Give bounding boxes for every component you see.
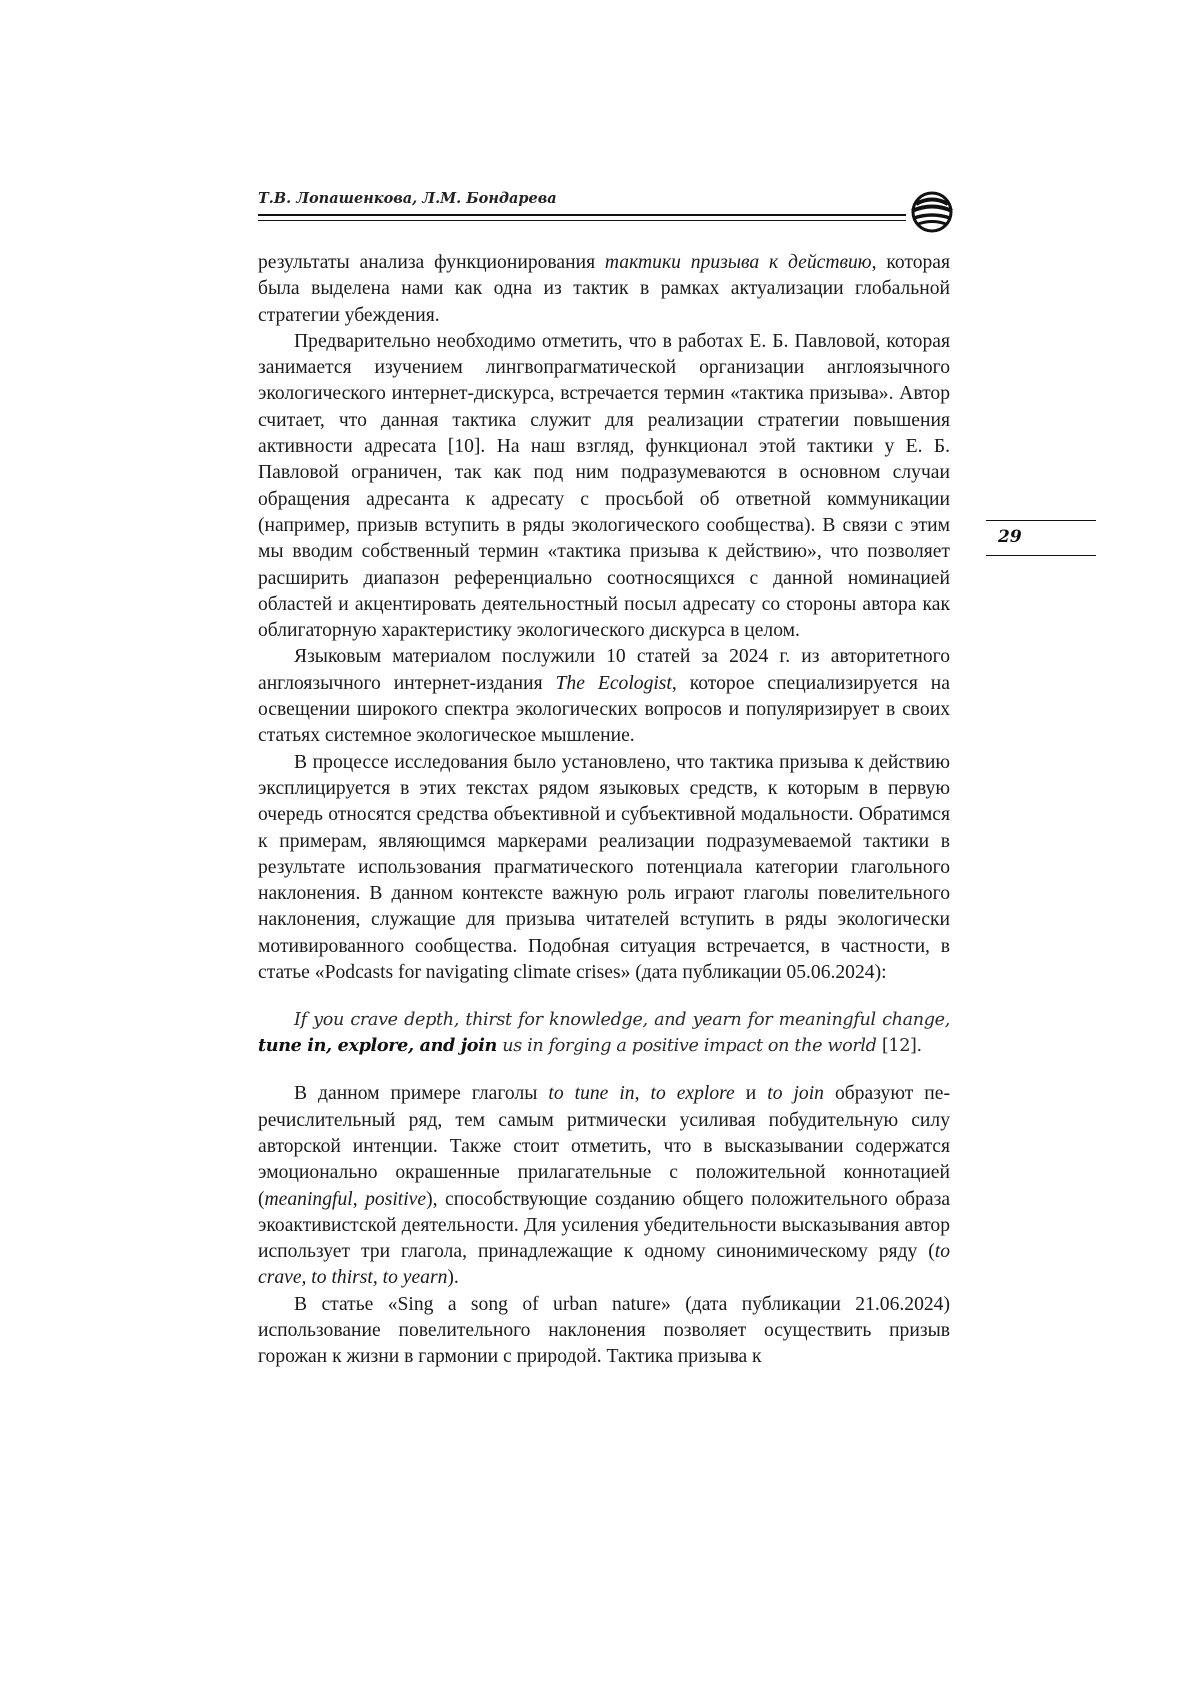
paragraph-1: результаты анализа функционирования тактики призыва к действию, которая была выделена нами как одна из тактик в рамках актуализации глобальной стратегии убеждения.	[258, 252, 950, 326]
page-number-box	[986, 520, 1096, 556]
article-body	[258, 250, 950, 1371]
block-quote: If you crave depth, thirst for knowledge, and yearn for meaningful change, tune in, explore, and join us in forging a positive impact on the world [12].	[258, 1010, 950, 1057]
page-number: 29	[998, 527, 1022, 547]
header-rule-thick	[258, 214, 906, 216]
paragraph-4: В процессе исследования было установлено, что тактика призыва к действию эксплицируется в этих текстах рядом языковых средств, к которым в первую очередь относятся средства объективной и субъективной модальности. Обратимся к примерам, являющимся маркерами реализации подразумеваемой тактики в результате использования прагматического потенциала категории глагольного наклонения. В данном контексте важную роль играют глаголы повелительного наклонения, служащие для призыва читателей вступить в ряды экологически мотивированного сообщества. Подобная ситуация встречается, в частности, в статье «Podcasts for navigating climate crises» (дата публикации 05.06.2024):	[258, 751, 950, 984]
header-rule-thin	[258, 220, 906, 221]
quote-reference: [12].	[881, 1036, 922, 1057]
paragraph-6: В статье «Sing a song of urban nature» (дата публикации 21.06.2024) использование повелительного наклонения позволяет осуществить призыв горожан к жизни в гармонии с природой. Тактика призыва к	[258, 1293, 950, 1368]
journal-logo-icon	[907, 190, 957, 234]
paragraph-5: В данном примере глаголы to tune in, to explore и to join образуют перечислительный ряд, тем самым ритмически усиливая побудительную силу авторской интенции. Также стоит отметить, что в высказывании содержатся эмоционально окрашенные прилагательные с положительной коннотацией (meaningful, positive), способствующие созданию общего положительного образа экоактивистской деятельности. Для усиления убедительности высказывания автор использует три глагола, принадлежащие к одному синонимическому ряду (to crave, to thirst, to yearn).	[258, 1083, 951, 1289]
running-header-authors: Т.В. Лопашенкова, Л.М. Бондарева	[258, 190, 557, 207]
paragraph-2: Предварительно необходимо отметить, что в работах Е. Б. Павловой, которая занимается изучением лингвопрагматической организации англоязычного экологического интернет-дискурса, встречается термин «тактика призыва». Автор считает, что данная тактика служит для реализации стратегии повышения активности адресата [10]. На наш взгляд, функционал этой тактики у Е. Б. Павловой ограничен, так как под ним подразумеваются в основном случаи обращения адресанта к адресату с просьбой об ответной коммуникации (например, призыв вступить в ряды экологического сообщества). В связи с этим мы вводим собственный термин «тактика призыва к действию», что позволяет расширить диапазон референциально соотносящихся с данной номинацией областей и акцентировать деятельностный посыл адресату со стороны автора как облигаторную характеристику экологического дискурса в целом.	[258, 330, 950, 642]
paragraph-3: Языковым материалом послужили 10 статей за 2024 г. из авторитетного англоязычного интернет-издания The Ecologist, которое специализируется на освещении широкого спектра экологических вопросов и популяризирует в своих статьях системное экологическое мышление.	[258, 646, 950, 747]
